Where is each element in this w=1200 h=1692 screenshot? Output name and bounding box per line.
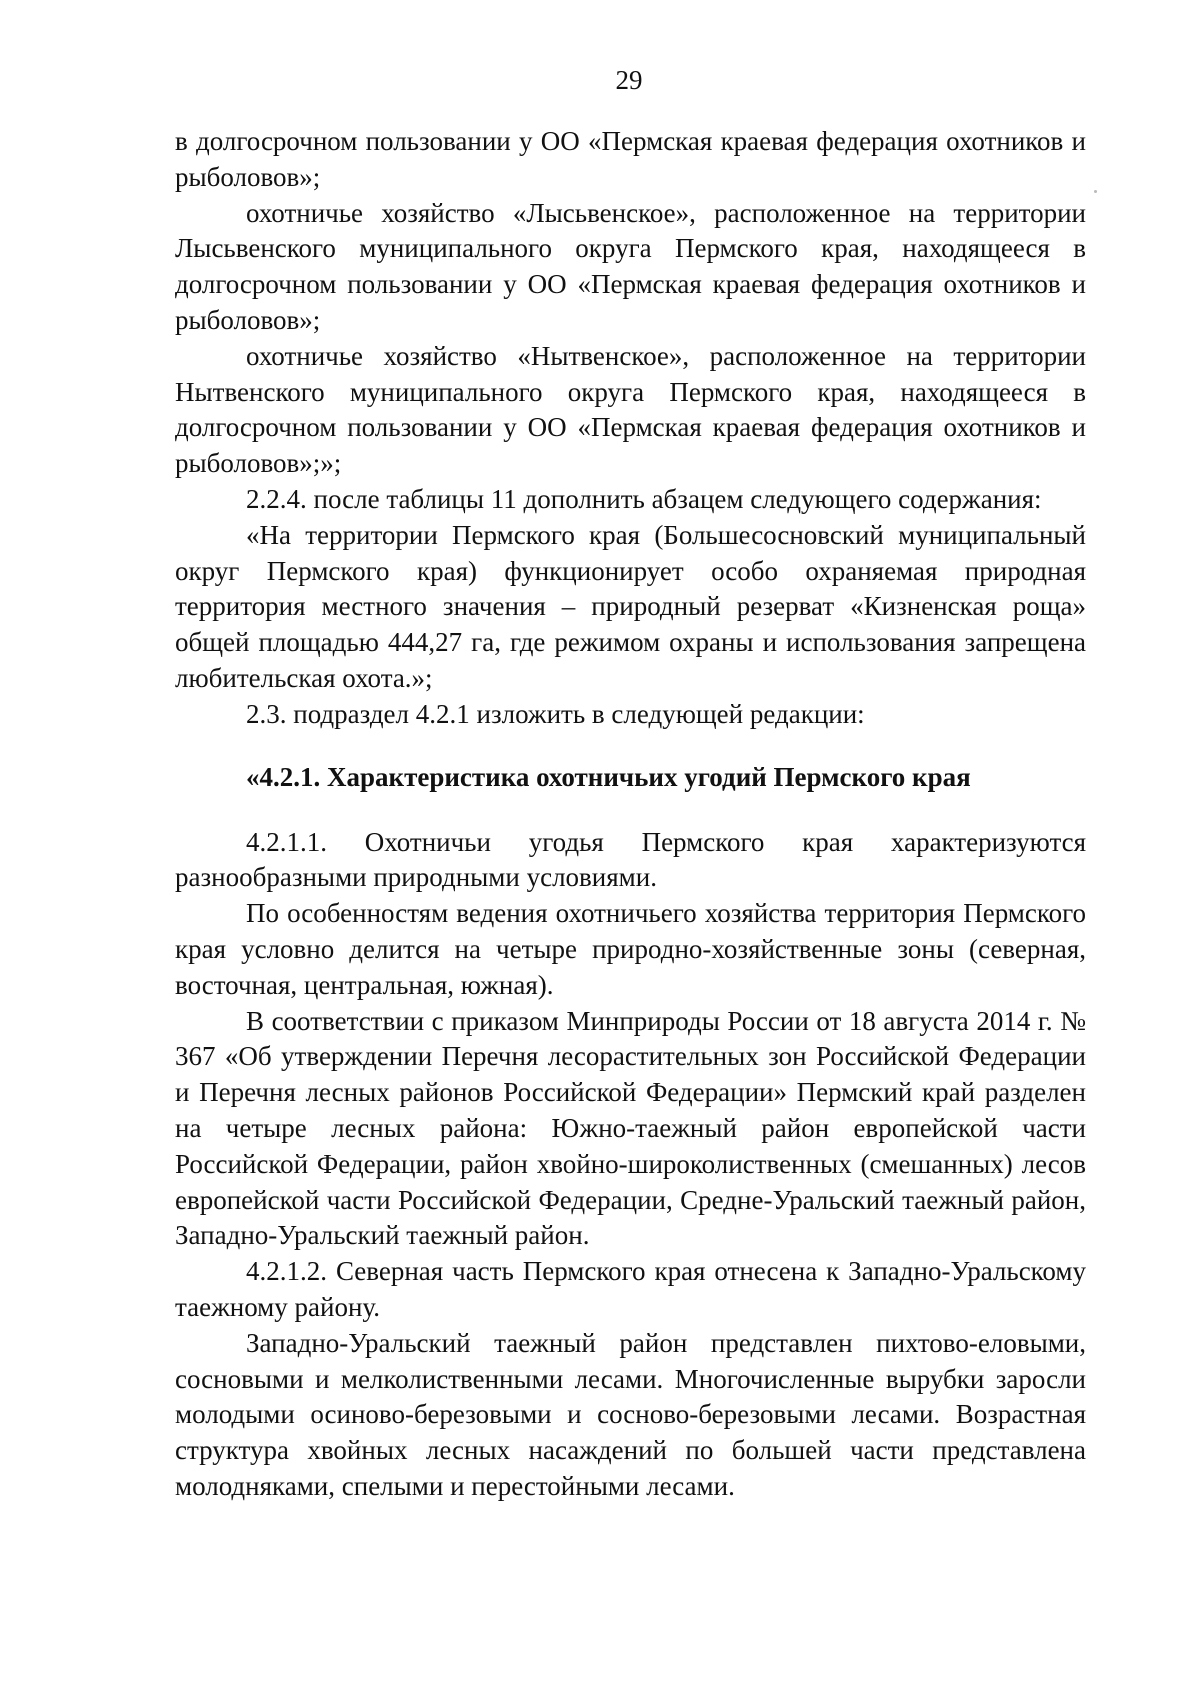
paragraph-4-2-1-1: 4.2.1.1. Охотничьи угодья Пермского края характеризуются разнообразными природными условиями. xyxy=(175,826,1086,893)
page-number: 29 xyxy=(615,65,643,95)
paragraph-lysva-hunting-farm: охотничье хозяйство «Лысьвенское», расположенное на территории Лысьвенского муниципального округа Пермского края, находящееся в долгосрочном пользовании у ОО «Пермская краевая федерация охотников и рыболовов»; xyxy=(175,197,1086,335)
paragraph-west-ural-taiga: Западно-Уральский таежный район представлен пихтово-еловыми, сосновыми и мелколиственными лесами. Многочисленные вырубки заросли молодыми осиново-березовыми и сосново-березовыми лесами. Возрастная структура хвойных лесных насаждений по большей части представлена молодняками, спелыми и перестойными лесами. xyxy=(175,1327,1086,1501)
paragraph-zones: По особенностям ведения охотничьего хозяйства территория Пермского края условно делится на четыре природно-хозяйственные зоны (северная, восточная, центральная, южная). xyxy=(175,898,1086,1000)
paragraph-4-2-1-2: 4.2.1.2. Северная часть Пермского края отнесена к Западно-Уральскому таежному району. xyxy=(175,1256,1086,1322)
paragraph-2-2-4: 2.2.4. после таблицы 11 дополнить абзацем следующего содержания: xyxy=(246,483,1042,514)
paragraph-continuation: в долгосрочном пользовании у ОО «Пермская краевая федерация охотников и рыболовов»; xyxy=(175,126,1086,192)
section-heading: «4.2.1. Характеристика охотничьих угодий Пермского края xyxy=(246,761,971,792)
paragraph-2-3: 2.3. подраздел 4.2.1 изложить в следующей редакции: xyxy=(246,698,865,729)
paragraph-forest-districts: В соответствии с приказом Минприроды России от 18 августа 2014 г. № 367 «Об утверждении Перечня лесорастительных зон Российской Федерации и Перечня лесных районов Российской Федерации» Пермский край разделен на четыре лесных района: Южно-таежный район европейской части Российской Федерации, район хвойно-широколиственных (смешанных) лесов европейской части Российской Федерации, Средне-Уральский таежный район, Западно-Уральский таежный район. xyxy=(175,1005,1086,1251)
paragraph-kiznenskaya-grove: «На территории Пермского края (Большесосновский муниципальный округ Пермского края) функционирует особо охраняемая природная территория местного значения – природный резерват «Кизненская роща» общей площадью 444,27 га, где режимом охраны и использования запрещена любительская охота.»; xyxy=(175,519,1086,693)
document-body xyxy=(175,124,1086,1505)
paragraph-nytva-hunting-farm: охотничье хозяйство «Нытвенское», расположенное на территории Нытвенского муниципального округа Пермского края, находящееся в долгосрочном пользовании у ОО «Пермская краевая федерация охотников и рыболовов»;»; xyxy=(175,340,1086,479)
scan-speck xyxy=(1094,190,1097,193)
